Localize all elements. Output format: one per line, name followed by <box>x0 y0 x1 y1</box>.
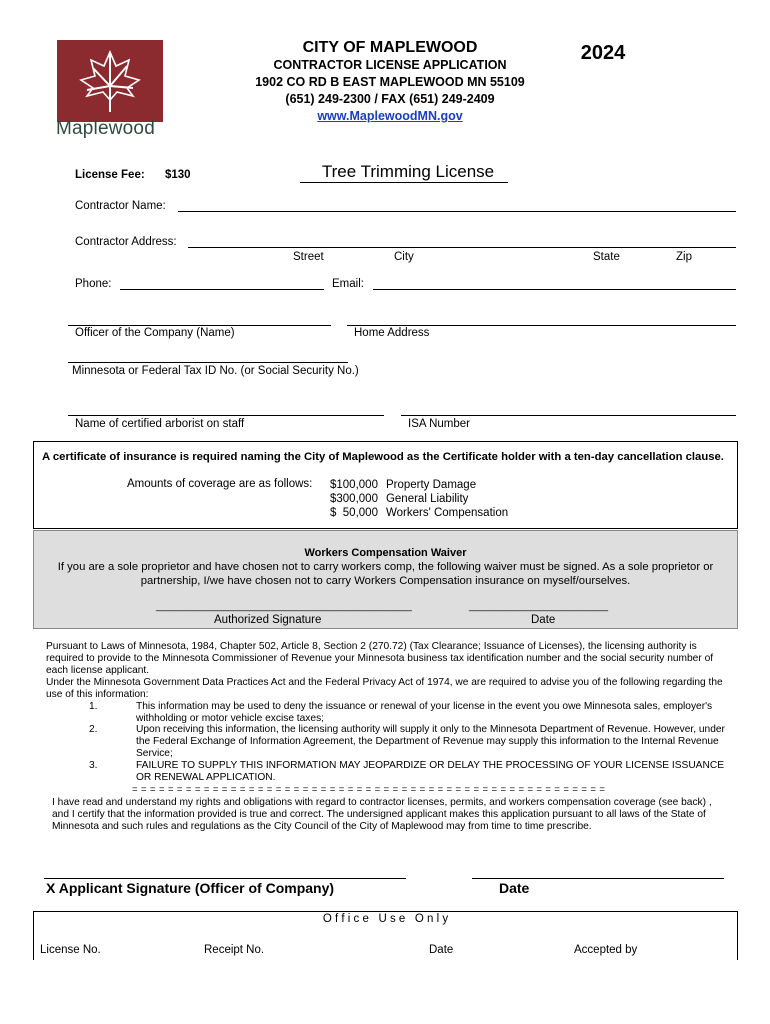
coverage-label: Amounts of coverage are as follows: <box>127 478 313 490</box>
waiver-date-field[interactable]: _________________________ <box>469 601 609 612</box>
home-address-field[interactable] <box>347 325 736 326</box>
coverage-amount: $300,000 <box>330 493 378 505</box>
coverage-amount: $ 50,000 <box>330 507 378 519</box>
arborist-field[interactable] <box>68 415 384 416</box>
isa-number-label: ISA Number <box>408 418 470 430</box>
city-logo <box>52 38 170 148</box>
applicant-signature-label: X Applicant Signature (Officer of Company) <box>46 880 335 896</box>
website-link[interactable]: www.MaplewoodMN.gov <box>317 109 463 123</box>
waiver-signature-field[interactable]: ______________________________________________ <box>156 601 412 612</box>
city-name: CITY OF MAPLEWOOD <box>302 39 478 56</box>
year: 2024 <box>580 42 626 64</box>
isa-number-field[interactable] <box>401 415 736 416</box>
list-item: Upon receiving this information, the licensing authority will supply it only to the Minnesota Department of Revenue. However, under the Federal Exchange of Information Agreement, the Department of Revenue may supply this information to the Internal Revenue Service; <box>136 724 725 759</box>
license-fee-value: $130 <box>165 169 191 181</box>
table-row <box>326 492 512 506</box>
office-date-label: Date <box>429 944 454 956</box>
coverage-type: Workers' Compensation <box>385 507 509 519</box>
contractor-name-label: Contractor Name: <box>75 200 166 212</box>
state-label: State <box>593 251 620 263</box>
license-type-underline <box>300 182 508 183</box>
coverage-type: General Liability <box>385 493 469 505</box>
list-item: This information may be used to deny the issuance or renewal of your license in the event you owe Minnesota sales, employer's withholding or motor vehicle excise taxes; <box>136 701 713 724</box>
application-title: CONTRACTOR LICENSE APPLICATION <box>273 58 507 72</box>
office-use-box <box>33 911 738 960</box>
license-number-label: License No. <box>40 944 101 956</box>
city-address: 1902 CO RD B EAST MAPLEWOOD MN 55109 <box>255 75 525 89</box>
coverage-type: Property Damage <box>385 479 477 491</box>
accepted-by-label: Accepted by <box>574 944 638 956</box>
street-label: Street <box>293 251 324 263</box>
email-field[interactable] <box>373 289 736 290</box>
officer-label: Officer of the Company (Name) <box>75 327 235 339</box>
logo-text: Maplewood <box>56 118 155 139</box>
certification-paragraph: I have read and understand my rights and obligations with regard to contractor licenses, permits, and workers compensation coverage (see back) , and I certify that the information provided is true and correct. The undersigned applicant makes this application pursuant to all laws of the State of Minnesota and such rules and regulations as the City Council of the City of Maplewood may from time to time prescribe. <box>52 797 712 832</box>
coverage-table <box>326 478 512 520</box>
city-label: City <box>394 251 414 263</box>
applicant-signature-field[interactable] <box>44 878 406 879</box>
insurance-box <box>33 441 738 529</box>
officer-field[interactable] <box>68 325 331 326</box>
privacy-paragraph: Under the Minnesota Government Data Practices Act and the Federal Privacy Act of 1974, we are required to advise you of the following regarding the use of this information: <box>46 677 723 700</box>
waiver-line-2: partnership, I/we have chosen not to carry Workers Compensation insurance on myself/ourselves. <box>140 575 631 587</box>
list-item-number: 2. <box>89 724 98 735</box>
table-row <box>326 506 512 520</box>
list-item-number: 1. <box>89 701 98 712</box>
license-type: Tree Trimming License <box>321 162 495 181</box>
coverage-amount: $100,000 <box>330 479 378 491</box>
email-label: Email: <box>332 278 364 290</box>
workers-comp-waiver-box <box>33 530 738 629</box>
contractor-address-label: Contractor Address: <box>75 236 177 248</box>
phone-field[interactable] <box>120 289 324 290</box>
phone-fax: (651) 249-2300 / FAX (651) 249-2409 <box>285 92 495 106</box>
tax-id-field[interactable] <box>68 362 348 363</box>
applicant-date-label: Date <box>499 880 530 896</box>
table-row <box>326 478 512 492</box>
separator: = = = = = = = = = = = = = = = = = = = = = = = = = = = = = = = = = = = = = = = = = = = = = = = = = = = = = <box>132 784 606 795</box>
applicant-date-field[interactable] <box>472 878 724 879</box>
tax-law-paragraph: Pursuant to Laws of Minnesota, 1984, Chapter 502, Article 8, Section 2 (270.72) (Tax Clearance; Issuance of Licenses), the licensing authority is required to provide to the Minnesota Commissioner of Revenue your Minnesota business tax identification number and the social security number of each license applicant. <box>46 641 714 676</box>
tax-id-label: Minnesota or Federal Tax ID No. (or Social Security No.) <box>72 365 359 377</box>
waiver-signature-label: Authorized Signature <box>214 614 322 626</box>
contractor-name-field[interactable] <box>178 211 736 212</box>
license-fee-label: License Fee: <box>75 169 145 181</box>
list-item: FAILURE TO SUPPLY THIS INFORMATION MAY JEOPARDIZE OR DELAY THE PROCESSING OF YOUR LICENSE ISSUANCE OR RENEWAL APPLICATION. <box>136 760 724 783</box>
insurance-notice: A certificate of insurance is required naming the City of Maplewood as the Certificate holder with a ten-day cancellation clause. <box>42 451 724 463</box>
home-address-label: Home Address <box>354 327 430 339</box>
waiver-title: Workers Compensation Waiver <box>304 547 467 559</box>
arborist-label: Name of certified arborist on staff <box>75 418 245 430</box>
contractor-address-field[interactable] <box>188 247 736 248</box>
phone-label: Phone: <box>75 278 112 290</box>
maple-leaf-icon <box>57 40 163 122</box>
office-use-title: O f f i c e U s e O n l y <box>322 913 449 925</box>
zip-label: Zip <box>676 251 692 263</box>
waiver-line-1: If you are a sole proprietor and have chosen not to carry workers comp, the following waiver must be signed. As a sole proprietor or <box>57 561 714 573</box>
list-item-number: 3. <box>89 760 98 771</box>
receipt-number-label: Receipt No. <box>204 944 265 956</box>
waiver-date-label: Date <box>531 614 556 626</box>
